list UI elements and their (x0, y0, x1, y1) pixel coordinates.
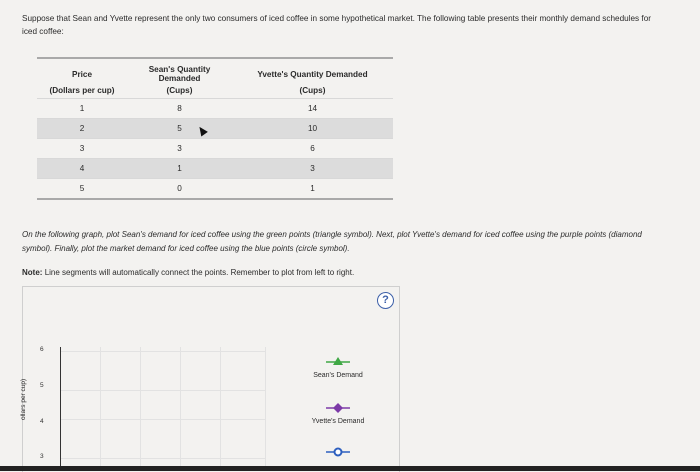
header-sean-unit: (Cups) (166, 86, 193, 95)
gridline (100, 347, 101, 471)
table-row (37, 99, 393, 119)
gridline (265, 347, 266, 471)
table-row (37, 179, 393, 199)
legend-sean-label: Sean's Demand (313, 372, 363, 379)
sean-cell: 1 (127, 159, 232, 179)
yvette-cell: 6 (232, 139, 393, 159)
header-price-unit: (Dollars per cup) (49, 86, 115, 95)
gridline (61, 419, 266, 420)
sean-cell: 8 (127, 99, 232, 119)
header-price: Price (71, 69, 93, 79)
header-yvette-unit: (Cups) (299, 86, 326, 95)
table-row (37, 119, 393, 139)
gridline (180, 347, 181, 471)
table-bottom-rule (37, 198, 393, 200)
header-sean: Sean's Quantity Demanded (148, 65, 211, 83)
yvette-cell: 1 (232, 179, 393, 199)
gridline (220, 347, 221, 471)
y-axis-label: ollars per cup) (20, 378, 27, 420)
gridline (140, 347, 141, 471)
table-row (37, 159, 393, 179)
header-yvette: Yvette's Quantity Demanded (257, 69, 368, 79)
diamond-marker-icon[interactable] (324, 402, 352, 414)
note-body: Line segments will automatically connect the points. Remember to plot from left to right. (44, 268, 355, 277)
y-tick-label: 5 (40, 382, 44, 389)
yvette-cell: 14 (232, 99, 393, 119)
intro-text: Suppose that Sean and Yvette represent the only two consumers of iced coffee in some hypothetical market. The following table presents their monthly demand schedules for iced coffee: (22, 14, 651, 36)
y-tick-label: 6 (40, 346, 44, 353)
gridline (61, 351, 266, 352)
price-cell: 2 (37, 119, 127, 139)
sean-cell: 0 (127, 179, 232, 199)
circle-marker-icon[interactable] (324, 446, 352, 458)
price-cell: 1 (37, 99, 127, 119)
price-cell: 5 (37, 179, 127, 199)
graph-instructions: On the following graph, plot Sean's demand for iced coffee using the green points (triangle symbol). Next, plot Yvette's demand for iced coffee using the purple points (diamond symbol). Finally, plot the market demand for iced coffee using the blue points (circle symbol). (22, 230, 642, 253)
yvette-cell: 3 (232, 159, 393, 179)
bottom-bar (0, 466, 700, 471)
y-axis (60, 347, 61, 471)
sean-cell: 5 (127, 119, 232, 139)
gridline (61, 390, 266, 391)
note-text (22, 268, 354, 277)
triangle-marker-icon[interactable] (324, 356, 352, 368)
price-cell: 4 (37, 159, 127, 179)
sean-cell: 3 (127, 139, 232, 159)
y-tick-label: 3 (40, 453, 44, 460)
demand-graph-plot-area[interactable] (60, 347, 266, 471)
note-label: Note: (22, 268, 43, 277)
yvette-cell: 10 (232, 119, 393, 139)
y-tick-label: 4 (40, 418, 44, 425)
gridline (61, 458, 266, 459)
help-icon[interactable]: ? (377, 292, 394, 309)
price-cell: 3 (37, 139, 127, 159)
legend-sean[interactable] (300, 356, 376, 379)
table-row (37, 139, 393, 159)
legend-market[interactable] (300, 446, 376, 462)
demand-schedule-table (37, 57, 393, 200)
legend-yvette-label: Yvette's Demand (311, 418, 365, 425)
legend-yvette[interactable] (300, 402, 376, 425)
